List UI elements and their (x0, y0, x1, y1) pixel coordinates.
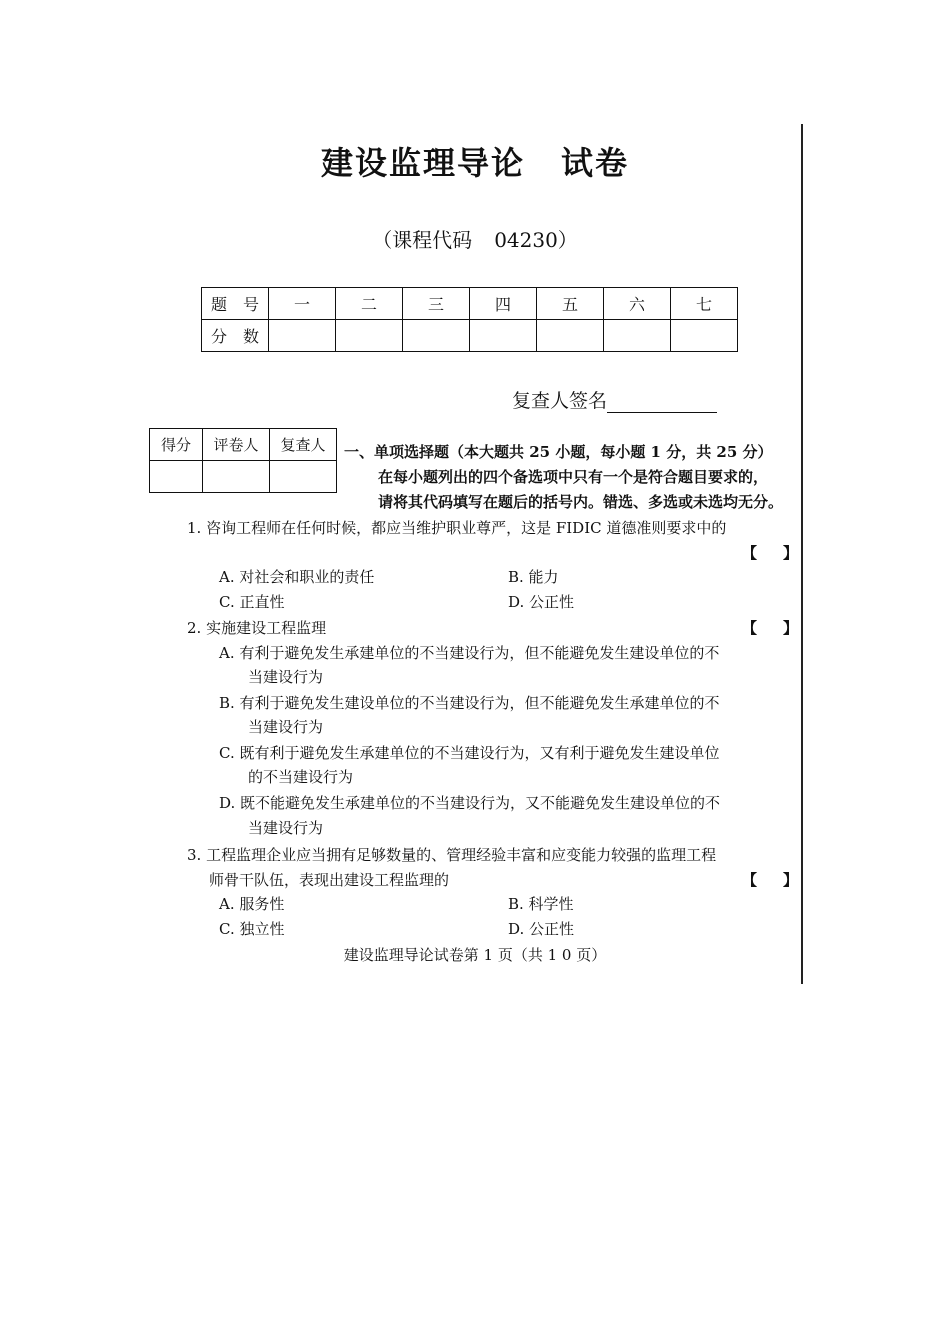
grader-cell[interactable] (203, 461, 270, 493)
option-continued: 的不当建设行为 (248, 768, 354, 786)
option: A. 有利于避免发生承建单位的不当建设行为，但不能避免发生建设单位的不 (219, 644, 720, 662)
course-code-label: （课程代码 (372, 228, 473, 252)
score-col-header: 一 (269, 288, 336, 320)
score-cell[interactable] (470, 320, 537, 352)
grader-header-row (150, 429, 337, 461)
score-table-score-row (202, 320, 738, 352)
score-col-header: 五 (537, 288, 604, 320)
question-stem: 2. 实施建设工程监理 (187, 619, 327, 637)
score-col-header: 七 (671, 288, 738, 320)
course-code-value: 04230） (494, 228, 578, 252)
question-stem: 1. 咨询工程师在任何时候，都应当维护职业尊严，这是 FIDIC 道德准则要求中的 (187, 519, 727, 537)
option: A. 服务性 (219, 895, 285, 913)
grader-header: 复查人 (270, 429, 337, 461)
score-col-header: 三 (403, 288, 470, 320)
grader-cell[interactable] (150, 461, 203, 493)
page-footer: 建设监理导论试卷第 1 页（共 1 0 页） (343, 946, 607, 964)
reviewer-signature-label: 复查人签名 (512, 390, 608, 412)
score-table (201, 287, 738, 352)
score-row-label: 分 数 (202, 320, 269, 352)
course-code (0, 224, 950, 253)
bracket-open: 【 (742, 544, 758, 562)
grader-cell[interactable] (270, 461, 337, 493)
question-stem: 3. 工程监理企业应当拥有足够数量的、管理经验丰富和应变能力较强的监理工程 (187, 846, 717, 864)
score-col-header: 四 (470, 288, 537, 320)
option: A. 对社会和职业的责任 (219, 568, 375, 586)
score-cell[interactable] (604, 320, 671, 352)
option-continued: 当建设行为 (248, 819, 324, 837)
option: D. 公正性 (508, 920, 575, 938)
section-instruction: 请将其代码填写在题后的括号内。错选、多选或未选均无分。 (378, 493, 784, 511)
score-cell[interactable] (269, 320, 336, 352)
answer-bracket[interactable] (742, 617, 798, 638)
bracket-open: 【 (742, 619, 758, 637)
option: D. 既不能避免发生承建单位的不当建设行为，又不能避免发生建设单位的不 (219, 794, 721, 812)
option: C. 正直性 (219, 593, 285, 611)
score-cell[interactable] (537, 320, 604, 352)
margin-rule (801, 124, 803, 984)
score-col-header: 二 (336, 288, 403, 320)
option: B. 科学性 (508, 895, 574, 913)
option-continued: 当建设行为 (248, 718, 324, 736)
score-cell[interactable] (336, 320, 403, 352)
answer-bracket[interactable] (742, 869, 798, 890)
score-table-header-row (202, 288, 738, 320)
bracket-close: 】 (783, 619, 799, 637)
bracket-open: 【 (742, 871, 758, 889)
option: C. 独立性 (219, 920, 285, 938)
score-row-label: 题 号 (202, 288, 269, 320)
option: B. 能力 (508, 568, 559, 586)
reviewer-signature (512, 386, 717, 413)
section-instruction: 在每小题列出的四个备选项中只有一个是符合题目要求的， (378, 468, 769, 486)
section-heading: 一、单项选择题（本大题共 25 小题，每小题 1 分，共 25 分） (344, 443, 773, 461)
answer-bracket[interactable] (742, 542, 798, 563)
score-cell[interactable] (671, 320, 738, 352)
option: C. 既有利于避免发生承建单位的不当建设行为，又有利于避免发生建设单位 (219, 744, 720, 762)
title-paper: 试卷 (561, 144, 630, 182)
title-subject: 建设监理导论 (320, 144, 525, 182)
grader-header: 得分 (150, 429, 203, 461)
option: B. 有利于避免发生建设单位的不当建设行为，但不能避免发生承建单位的不 (219, 694, 720, 712)
bracket-close: 】 (783, 544, 799, 562)
score-col-header: 六 (604, 288, 671, 320)
grader-table (149, 428, 337, 493)
score-cell[interactable] (403, 320, 470, 352)
grader-header: 评卷人 (203, 429, 270, 461)
exam-title (0, 138, 950, 184)
question-stem-continued: 师骨干队伍，表现出建设工程监理的 (209, 871, 450, 889)
option: D. 公正性 (508, 593, 575, 611)
grader-entry-row (150, 461, 337, 493)
signature-line[interactable] (607, 394, 717, 413)
option-continued: 当建设行为 (248, 668, 324, 686)
bracket-close: 】 (783, 871, 799, 889)
